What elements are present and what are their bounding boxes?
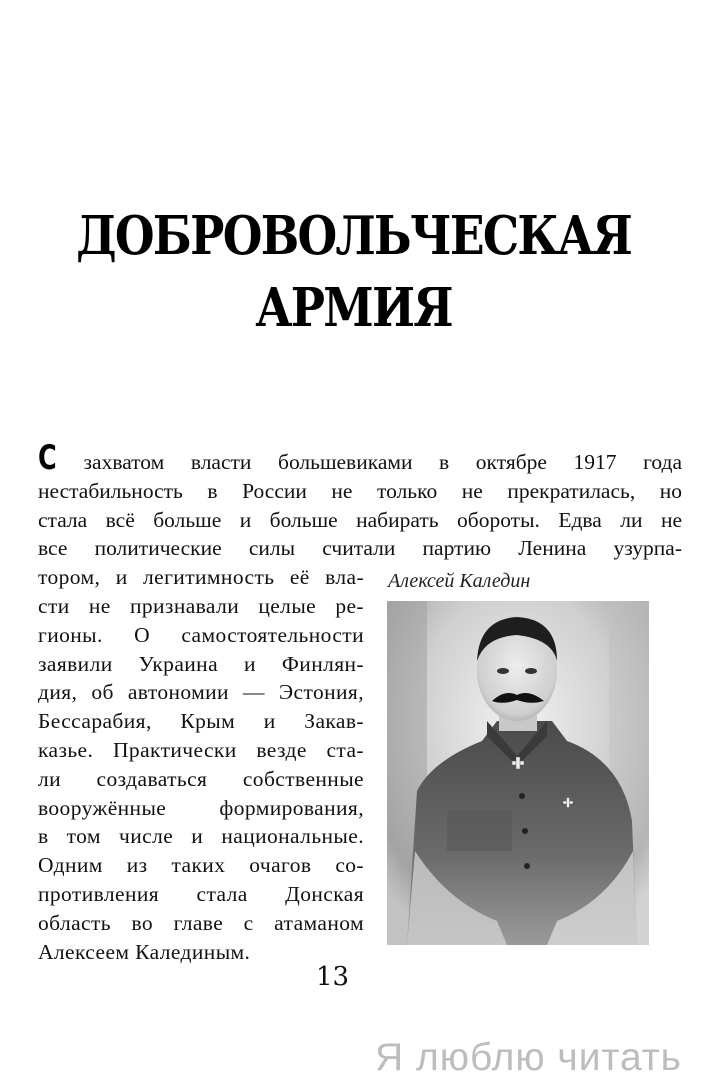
body-line: дия, об автономии — Эстония, [38,680,364,705]
body-line: Алексеем Калединым. [38,939,251,964]
body-line: в том числе и национальные. [38,824,364,849]
chapter-title-line-1: ДОБРОВОЛЬЧЕСКАЯ [76,205,632,267]
body-line: все политические силы считали партию Ленина узурпа- [38,536,682,561]
body-line: заявили Украина и Финлян- [38,651,364,676]
body-line: противления стала Донская [38,881,364,906]
body-line: Одним из таких очагов со- [38,853,364,878]
page-number: 13 [316,962,350,992]
body-line-first [38,438,683,478]
body-line: гионы. О самостоятельности [38,622,364,647]
first-line-text: захватом власти большевиками в октябре 1917 года [83,450,683,474]
chapter-title [48,200,659,344]
photo-caption: Алексей Каледин [388,570,531,592]
body-line: нестабильность в России не только не прекратилась, но [38,478,682,503]
body-line: ли создаваться собственные [38,766,364,791]
portrait-illustration [387,601,649,945]
body-line: сти не признавали целые ре- [38,593,364,618]
watermark: Я люблю читать [375,1036,682,1079]
body-line: Бессарабия, Крым и Закав- [38,709,364,734]
portrait-photo [387,601,649,945]
body-line: казье. Практически везде ста- [38,737,364,762]
body-line: вооружённые формирования, [38,795,364,820]
chapter-title-line-2: АРМИЯ [255,277,452,339]
drop-cap: С [38,438,57,478]
body-line: стала всё больше и больше набирать обороты. Едва ли не [38,507,682,532]
body-line: область во главе с атаманом [38,910,364,935]
body-line: тором, и легитимность её вла- [38,565,364,590]
